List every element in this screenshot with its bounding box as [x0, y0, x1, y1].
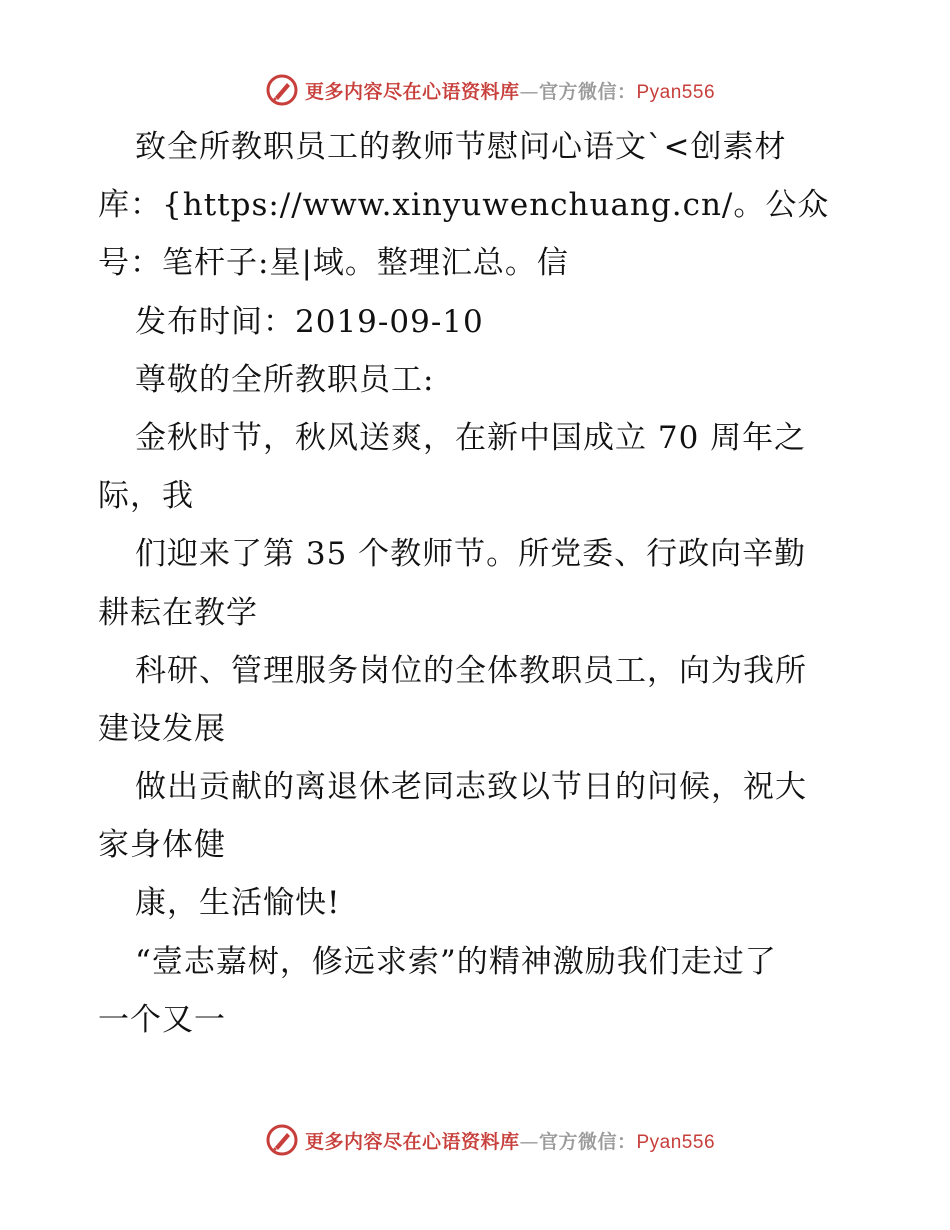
text-line: 一个又一 [98, 1001, 226, 1038]
text-line: 致全所教职员工的教师节慰问心语文`<创素材 [135, 129, 787, 165]
banner-content [265, 73, 715, 107]
banner-content [265, 1123, 715, 1157]
text-line: 际，我 [98, 478, 194, 515]
text-line: 耕耘在教学 [98, 594, 258, 631]
brand-logo-icon [265, 73, 299, 107]
banner-brand: 更多内容尽在心语资料库 [304, 1130, 520, 1153]
brand-logo-icon [265, 1123, 299, 1157]
banner-wechat-id: Pyan556 [636, 81, 716, 103]
text-line: 家身体健 [98, 827, 226, 864]
document-body [98, 118, 858, 1049]
text-line: 们迎来了第 35 个教师节。所党委、行政向辛勤 [135, 536, 807, 573]
text-line: 尊敬的全所教职员工: [135, 361, 435, 398]
banner-brand: 更多内容尽在心语资料库 [304, 80, 520, 103]
text-line: 科研、管理服务岗位的全体教职员工，向为我所 [135, 652, 807, 689]
banner-wechat-id: Pyan556 [636, 1131, 716, 1153]
page-header-banner [0, 70, 950, 110]
banner-text [305, 1127, 715, 1154]
banner-separator: — [519, 1130, 539, 1153]
text-line: “壹志嘉树，修远求索”的精神激励我们走过了 [135, 943, 777, 980]
text-line: 建设发展 [98, 710, 226, 747]
text-line: 发布时间：2019-09-10 [135, 303, 484, 340]
banner-official-label: 官方微信： [538, 80, 637, 103]
banner-separator: — [519, 80, 539, 103]
text-line: 康，生活愉快! [135, 885, 341, 922]
text-line: 号：笔杆子:星|域。整理汇总。信 [98, 245, 569, 282]
banner-official-label: 官方微信： [538, 1130, 637, 1153]
text-line: 做出贡献的离退休老同志致以节日的问候，祝大 [135, 769, 807, 806]
text-line: 库：{https://www.xinyuwenchuang.cn/。公众 [98, 187, 830, 224]
banner-text [305, 77, 715, 104]
text-line: 金秋时节，秋风送爽，在新中国成立 70 周年之 [135, 419, 807, 456]
page-footer-banner [0, 1120, 950, 1160]
